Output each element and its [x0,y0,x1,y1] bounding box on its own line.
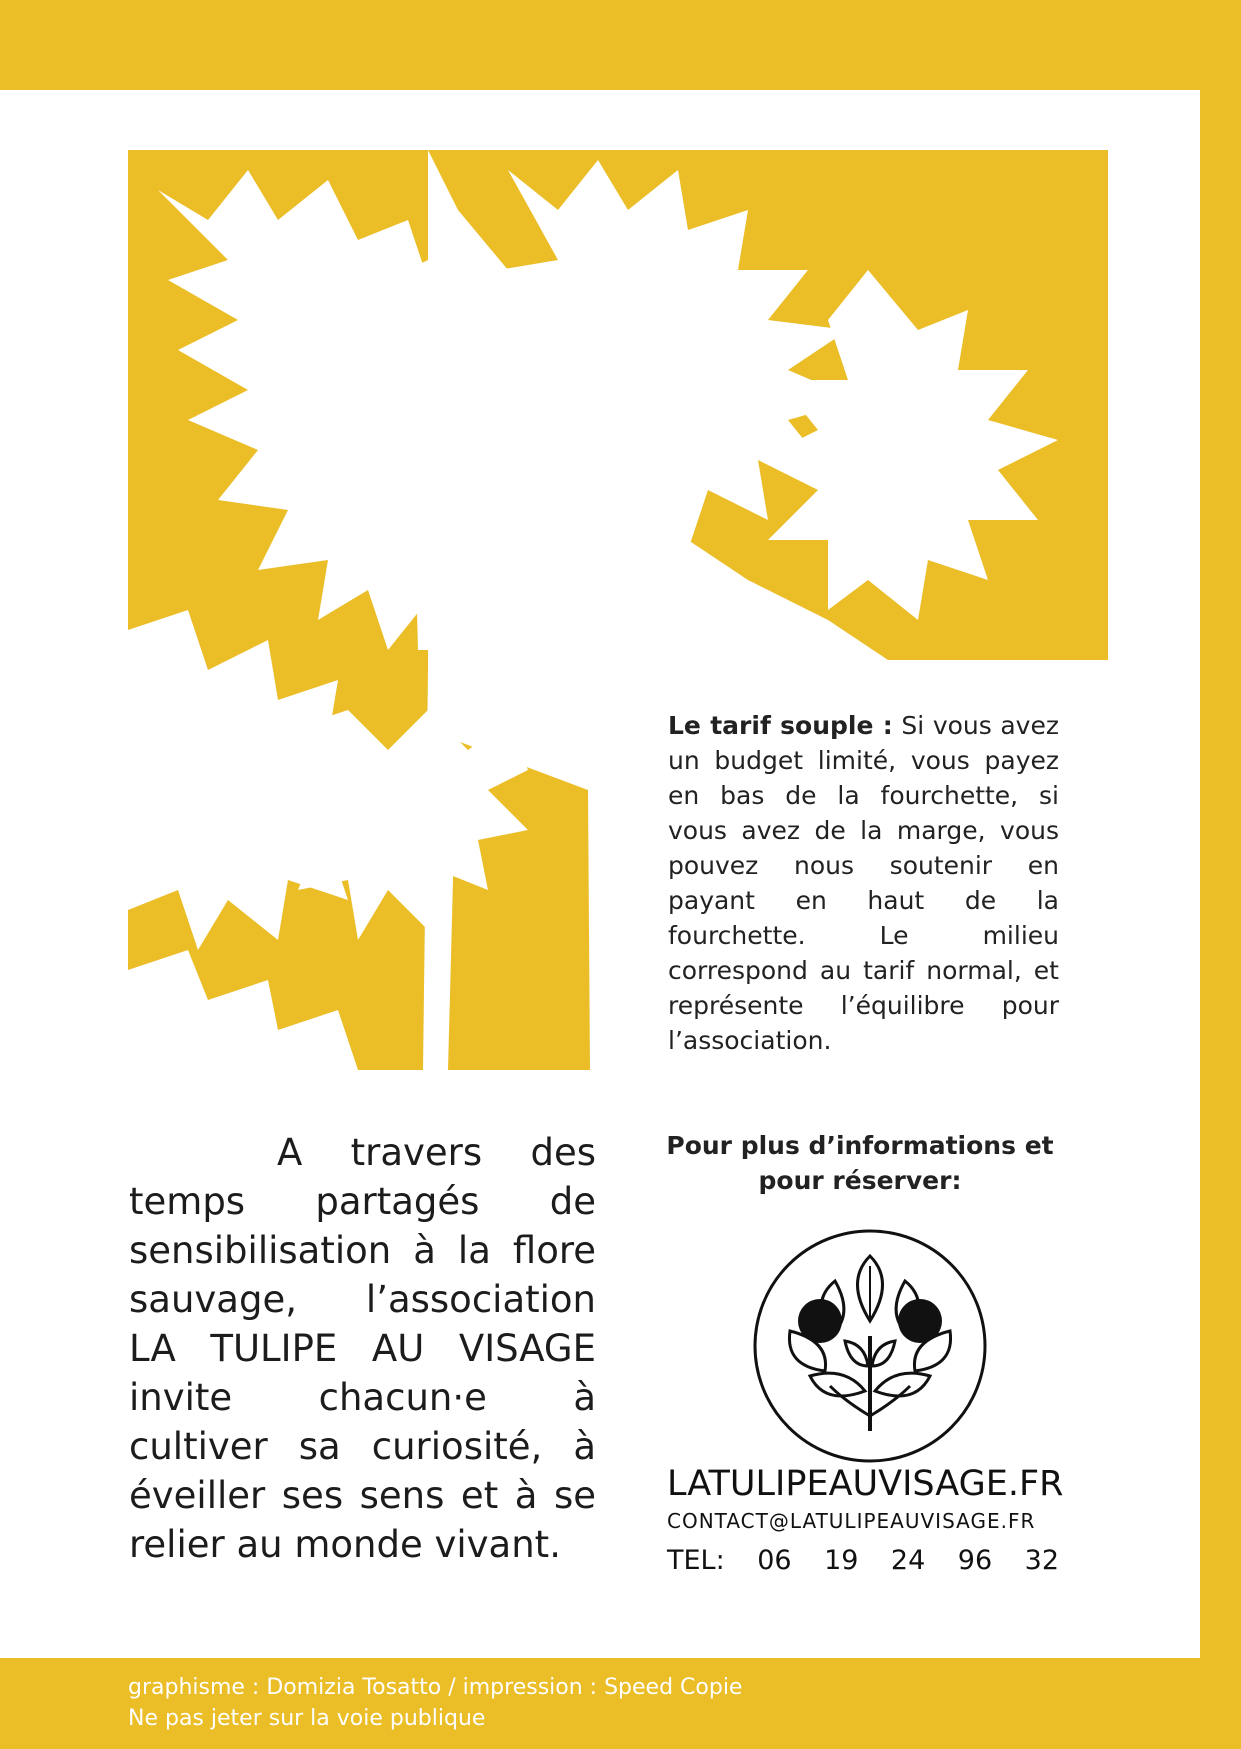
tel-part: 96 [957,1544,993,1576]
credits-line: graphisme : Domizia Tosatto / impression : Speed Copie [128,1675,743,1700]
tel-label: TEL: [667,1544,725,1576]
intro-paragraph: A travers des temps partagés de sensibilisation à la flore sauvage, l’association LA TULIPE AU VISAGE invite chacun·e à cultiver sa curiosité, à éveiller ses sens et à se relier au monde vivant. [129,1131,596,1566]
tree-logo-icon [750,1226,990,1466]
email-link[interactable]: CONTACT@LATULIPEAUVISAGE.FR [667,1509,1036,1533]
right-frame-band [1200,0,1241,1749]
website-link[interactable]: LATULIPEAUVISAGE.FR [667,1464,1064,1504]
tel-part: 24 [890,1544,926,1576]
top-frame-band [0,0,1241,90]
tarif-text: Si vous avez un budget limité, vous payez en bas de la fourchette, si vous avez de la marge, vous pouvez nous soutenir en payant en haut de la fourchette. Le milieu correspond au tarif normal, et représente l’équilibre pour l’association. [668,711,1059,1055]
info-heading: Pour plus d’informations et pour réserver: [666,1131,1054,1195]
phone-number[interactable] [667,1538,1059,1582]
footer-credits [128,1672,1028,1734]
disposal-notice: Ne pas jeter sur la voie publique [128,1706,486,1731]
tel-part: 19 [824,1544,859,1576]
tarif-paragraph [668,708,1059,1058]
tarif-label: Le tarif souple : [668,711,893,740]
tel-part: 32 [1024,1544,1059,1576]
tel-part: 06 [757,1544,792,1576]
